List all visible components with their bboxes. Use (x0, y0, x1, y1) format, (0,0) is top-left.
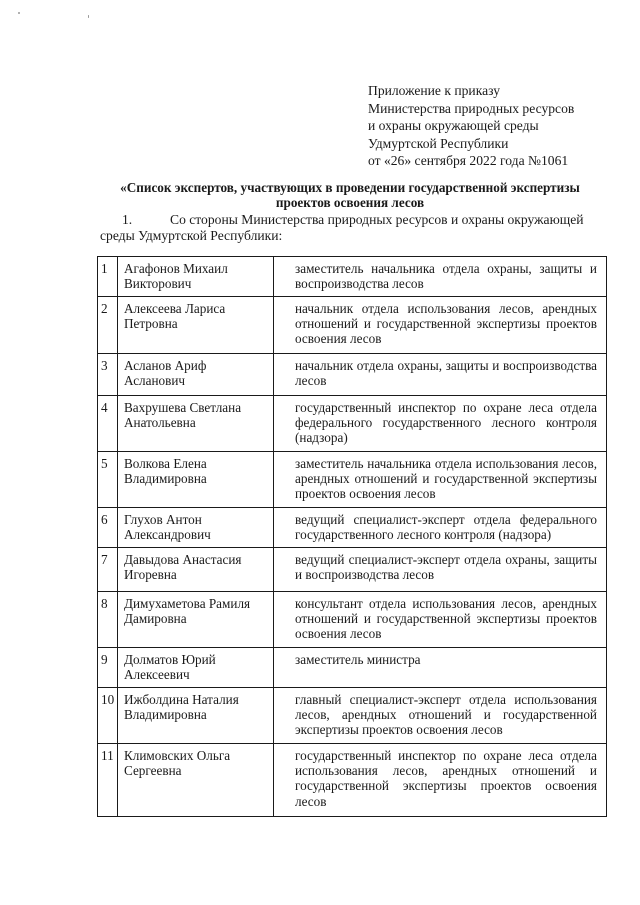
order-header (368, 82, 630, 170)
table-row (98, 396, 607, 452)
expert-name: Волкова Елена Владимировна (118, 452, 274, 508)
expert-name: Димухаметова Рамиля Дамировна (118, 592, 274, 648)
table-row (98, 688, 607, 744)
expert-position: заместитель начальника отдела охраны, защиты и воспроизводства лесов (274, 257, 607, 297)
row-number: 8 (98, 592, 118, 648)
expert-position: государственный инспектор по охране леса отдела федерального государственного лесного контроля (надзора) (274, 396, 607, 452)
expert-name: Глухов Антон Александрович (118, 508, 274, 548)
scan-speck (18, 12, 20, 14)
table-row (98, 592, 607, 648)
header-line: Приложение к приказу (368, 83, 501, 98)
header-line: Удмуртской Республики (368, 135, 509, 151)
expert-position: главный специалист-эксперт отдела использования лесов, арендных отношений и государственной экспертизы проектов освоения лесов (274, 688, 607, 744)
document-title (100, 180, 600, 210)
table-row (98, 354, 607, 396)
expert-position: начальник отдела использования лесов, арендных отношений и государственной экспертизы проектов освоения лесов (274, 297, 607, 354)
row-number: 6 (98, 508, 118, 548)
row-number: 7 (98, 548, 118, 592)
expert-name: Агафонов Михаил Викторович (118, 257, 274, 297)
table-row (98, 257, 607, 297)
expert-name: Асланов Ариф Асланович (118, 354, 274, 396)
expert-name: Климовских Ольга Сергеевна (118, 744, 274, 817)
section-number: 1. (122, 212, 133, 227)
expert-position: консультант отдела использования лесов, арендных отношений и государственной экспертизы проектов освоения лесов (274, 592, 607, 648)
title-line: «Список экспертов, участвующих в проведении государственной экспертизы (120, 180, 580, 195)
section-intro (100, 212, 610, 244)
scan-speck (88, 15, 89, 18)
table-row (98, 297, 607, 354)
header-line: Министерства природных ресурсов (368, 100, 575, 116)
table-row (98, 452, 607, 508)
expert-name: Долматов Юрий Алексеевич (118, 648, 274, 688)
expert-name: Алексеева Лариса Петровна (118, 297, 274, 354)
expert-name: Ижболдина Наталия Владимировна (118, 688, 274, 744)
table-row (98, 508, 607, 548)
expert-position: государственный инспектор по охране леса отдела использования лесов, арендных отношений и государственной экспертизы проектов освоения лесов (274, 744, 607, 817)
table-row (98, 648, 607, 688)
row-number: 10 (98, 688, 118, 744)
row-number: 5 (98, 452, 118, 508)
expert-position: заместитель начальника отдела использования лесов, арендных отношений и государственной экспертизы проектов освоения лесов (274, 452, 607, 508)
section-text: Со стороны Министерства природных ресурсов и охраны окружающей среды Удмуртской Республики: (100, 212, 584, 243)
row-number: 2 (98, 297, 118, 354)
experts-table (97, 256, 607, 817)
expert-name: Давыдова Анастасия Игоревна (118, 548, 274, 592)
row-number: 1 (98, 257, 118, 297)
expert-position: ведущий специалист-эксперт отдела охраны, защиты и воспроизводства лесов (274, 548, 607, 592)
expert-name: Вахрушева Светлана Анатольевна (118, 396, 274, 452)
title-line: проектов освоения лесов (275, 195, 425, 210)
expert-position: заместитель министра (274, 648, 607, 688)
header-line: и охраны окружающей среды (368, 118, 539, 134)
header-line: от «26» сентября 2022 года №1061 (368, 153, 569, 169)
row-number: 9 (98, 648, 118, 688)
expert-position: ведущий специалист-эксперт отдела федерального государственного лесного контроля (надзора) (274, 508, 607, 548)
table-row (98, 548, 607, 592)
expert-position: начальник отдела охраны, защиты и воспроизводства лесов (274, 354, 607, 396)
row-number: 11 (98, 744, 118, 817)
row-number: 4 (98, 396, 118, 452)
table-row (98, 744, 607, 817)
row-number: 3 (98, 354, 118, 396)
